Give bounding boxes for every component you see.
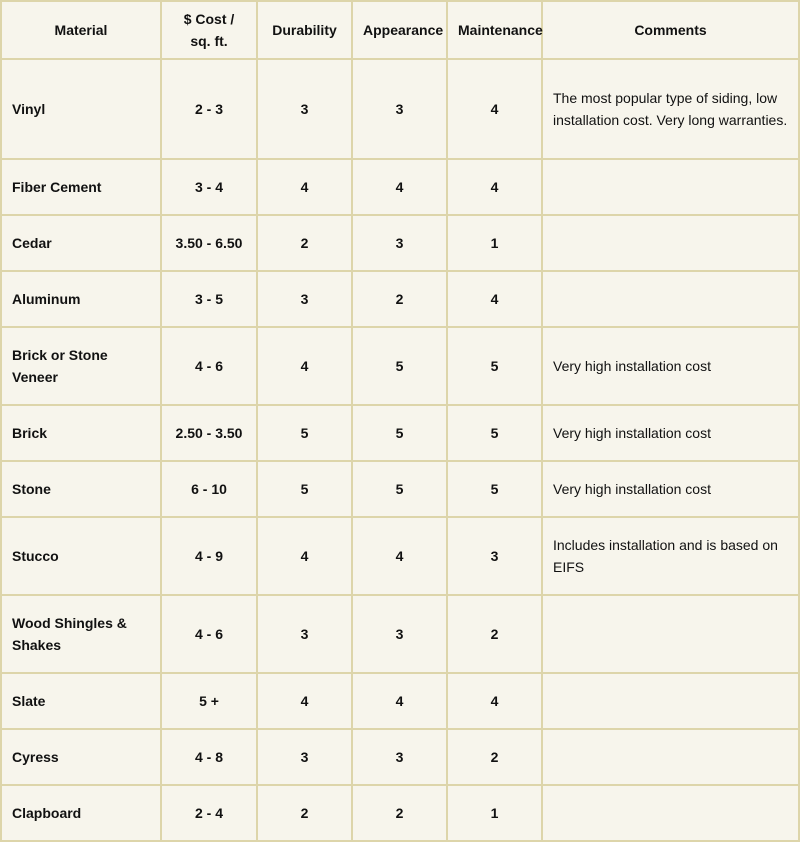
cell-cost: 2 - 4 — [162, 786, 258, 842]
cell-material: Aluminum — [0, 272, 162, 328]
cell-maintenance: 2 — [448, 730, 543, 786]
cell-comments — [543, 596, 800, 674]
cell-cost: 6 - 10 — [162, 462, 258, 518]
table-row — [0, 730, 800, 786]
cell-maintenance: 3 — [448, 518, 543, 596]
cell-durability: 4 — [258, 518, 353, 596]
cell-appearance: 3 — [353, 730, 448, 786]
cell-maintenance: 2 — [448, 596, 543, 674]
cell-durability: 3 — [258, 272, 353, 328]
cell-cost: 4 - 9 — [162, 518, 258, 596]
cell-comments — [543, 674, 800, 730]
cell-cost: 3.50 - 6.50 — [162, 216, 258, 272]
cell-appearance: 4 — [353, 674, 448, 730]
cell-durability: 2 — [258, 216, 353, 272]
cell-comments: The most popular type of siding, low installation cost. Very long warranties. — [543, 60, 800, 160]
cell-appearance: 5 — [353, 462, 448, 518]
cell-cost: 4 - 8 — [162, 730, 258, 786]
cell-material: Wood Shingles & Shakes — [0, 596, 162, 674]
cell-cost: 2 - 3 — [162, 60, 258, 160]
cell-cost: 2.50 - 3.50 — [162, 406, 258, 462]
cell-maintenance: 4 — [448, 674, 543, 730]
cell-cost: 4 - 6 — [162, 328, 258, 406]
cell-durability: 5 — [258, 462, 353, 518]
cell-durability: 5 — [258, 406, 353, 462]
cell-comments — [543, 786, 800, 842]
cell-material: Slate — [0, 674, 162, 730]
cell-comments — [543, 160, 800, 216]
cell-comments: Very high installation cost — [543, 406, 800, 462]
cell-comments — [543, 730, 800, 786]
cell-material: Vinyl — [0, 60, 162, 160]
cell-durability: 3 — [258, 596, 353, 674]
header-maintenance: Maintenance — [448, 0, 543, 60]
header-cost: $ Cost / sq. ft. — [162, 0, 258, 60]
table-row — [0, 406, 800, 462]
table-row — [0, 596, 800, 674]
table-row — [0, 518, 800, 596]
cell-cost: 3 - 4 — [162, 160, 258, 216]
cell-appearance: 3 — [353, 60, 448, 160]
header-material: Material — [0, 0, 162, 60]
table-row — [0, 674, 800, 730]
table-row — [0, 160, 800, 216]
cell-appearance: 3 — [353, 216, 448, 272]
cell-maintenance: 1 — [448, 786, 543, 842]
table-row — [0, 216, 800, 272]
cell-comments — [543, 272, 800, 328]
cell-appearance: 4 — [353, 160, 448, 216]
cell-maintenance: 4 — [448, 160, 543, 216]
table-row — [0, 462, 800, 518]
cell-material: Cedar — [0, 216, 162, 272]
cell-material: Cyress — [0, 730, 162, 786]
header-appearance: Appearance — [353, 0, 448, 60]
cell-maintenance: 4 — [448, 60, 543, 160]
cell-maintenance: 1 — [448, 216, 543, 272]
cell-material: Clapboard — [0, 786, 162, 842]
cell-appearance: 2 — [353, 786, 448, 842]
cell-durability: 4 — [258, 160, 353, 216]
table-row — [0, 60, 800, 160]
cell-comments — [543, 216, 800, 272]
cell-durability: 3 — [258, 730, 353, 786]
cell-comments: Very high installation cost — [543, 462, 800, 518]
cell-maintenance: 5 — [448, 328, 543, 406]
cell-comments: Very high installation cost — [543, 328, 800, 406]
cell-appearance: 4 — [353, 518, 448, 596]
cell-maintenance: 5 — [448, 406, 543, 462]
header-row — [0, 0, 800, 60]
header-comments: Comments — [543, 0, 800, 60]
cell-appearance: 3 — [353, 596, 448, 674]
cell-cost: 3 - 5 — [162, 272, 258, 328]
cell-material: Brick — [0, 406, 162, 462]
cell-cost: 5 + — [162, 674, 258, 730]
cell-material: Brick or Stone Veneer — [0, 328, 162, 406]
header-durability: Durability — [258, 0, 353, 60]
cell-durability: 4 — [258, 674, 353, 730]
table-row — [0, 272, 800, 328]
cell-durability: 2 — [258, 786, 353, 842]
cell-material: Fiber Cement — [0, 160, 162, 216]
cell-appearance: 5 — [353, 328, 448, 406]
cell-maintenance: 5 — [448, 462, 543, 518]
table-row — [0, 328, 800, 406]
cell-material: Stone — [0, 462, 162, 518]
table-row — [0, 786, 800, 842]
cell-appearance: 5 — [353, 406, 448, 462]
cell-durability: 3 — [258, 60, 353, 160]
cell-appearance: 2 — [353, 272, 448, 328]
cell-maintenance: 4 — [448, 272, 543, 328]
cell-durability: 4 — [258, 328, 353, 406]
cell-comments: Includes installation and is based on EIFS — [543, 518, 800, 596]
cell-material: Stucco — [0, 518, 162, 596]
cell-cost: 4 - 6 — [162, 596, 258, 674]
